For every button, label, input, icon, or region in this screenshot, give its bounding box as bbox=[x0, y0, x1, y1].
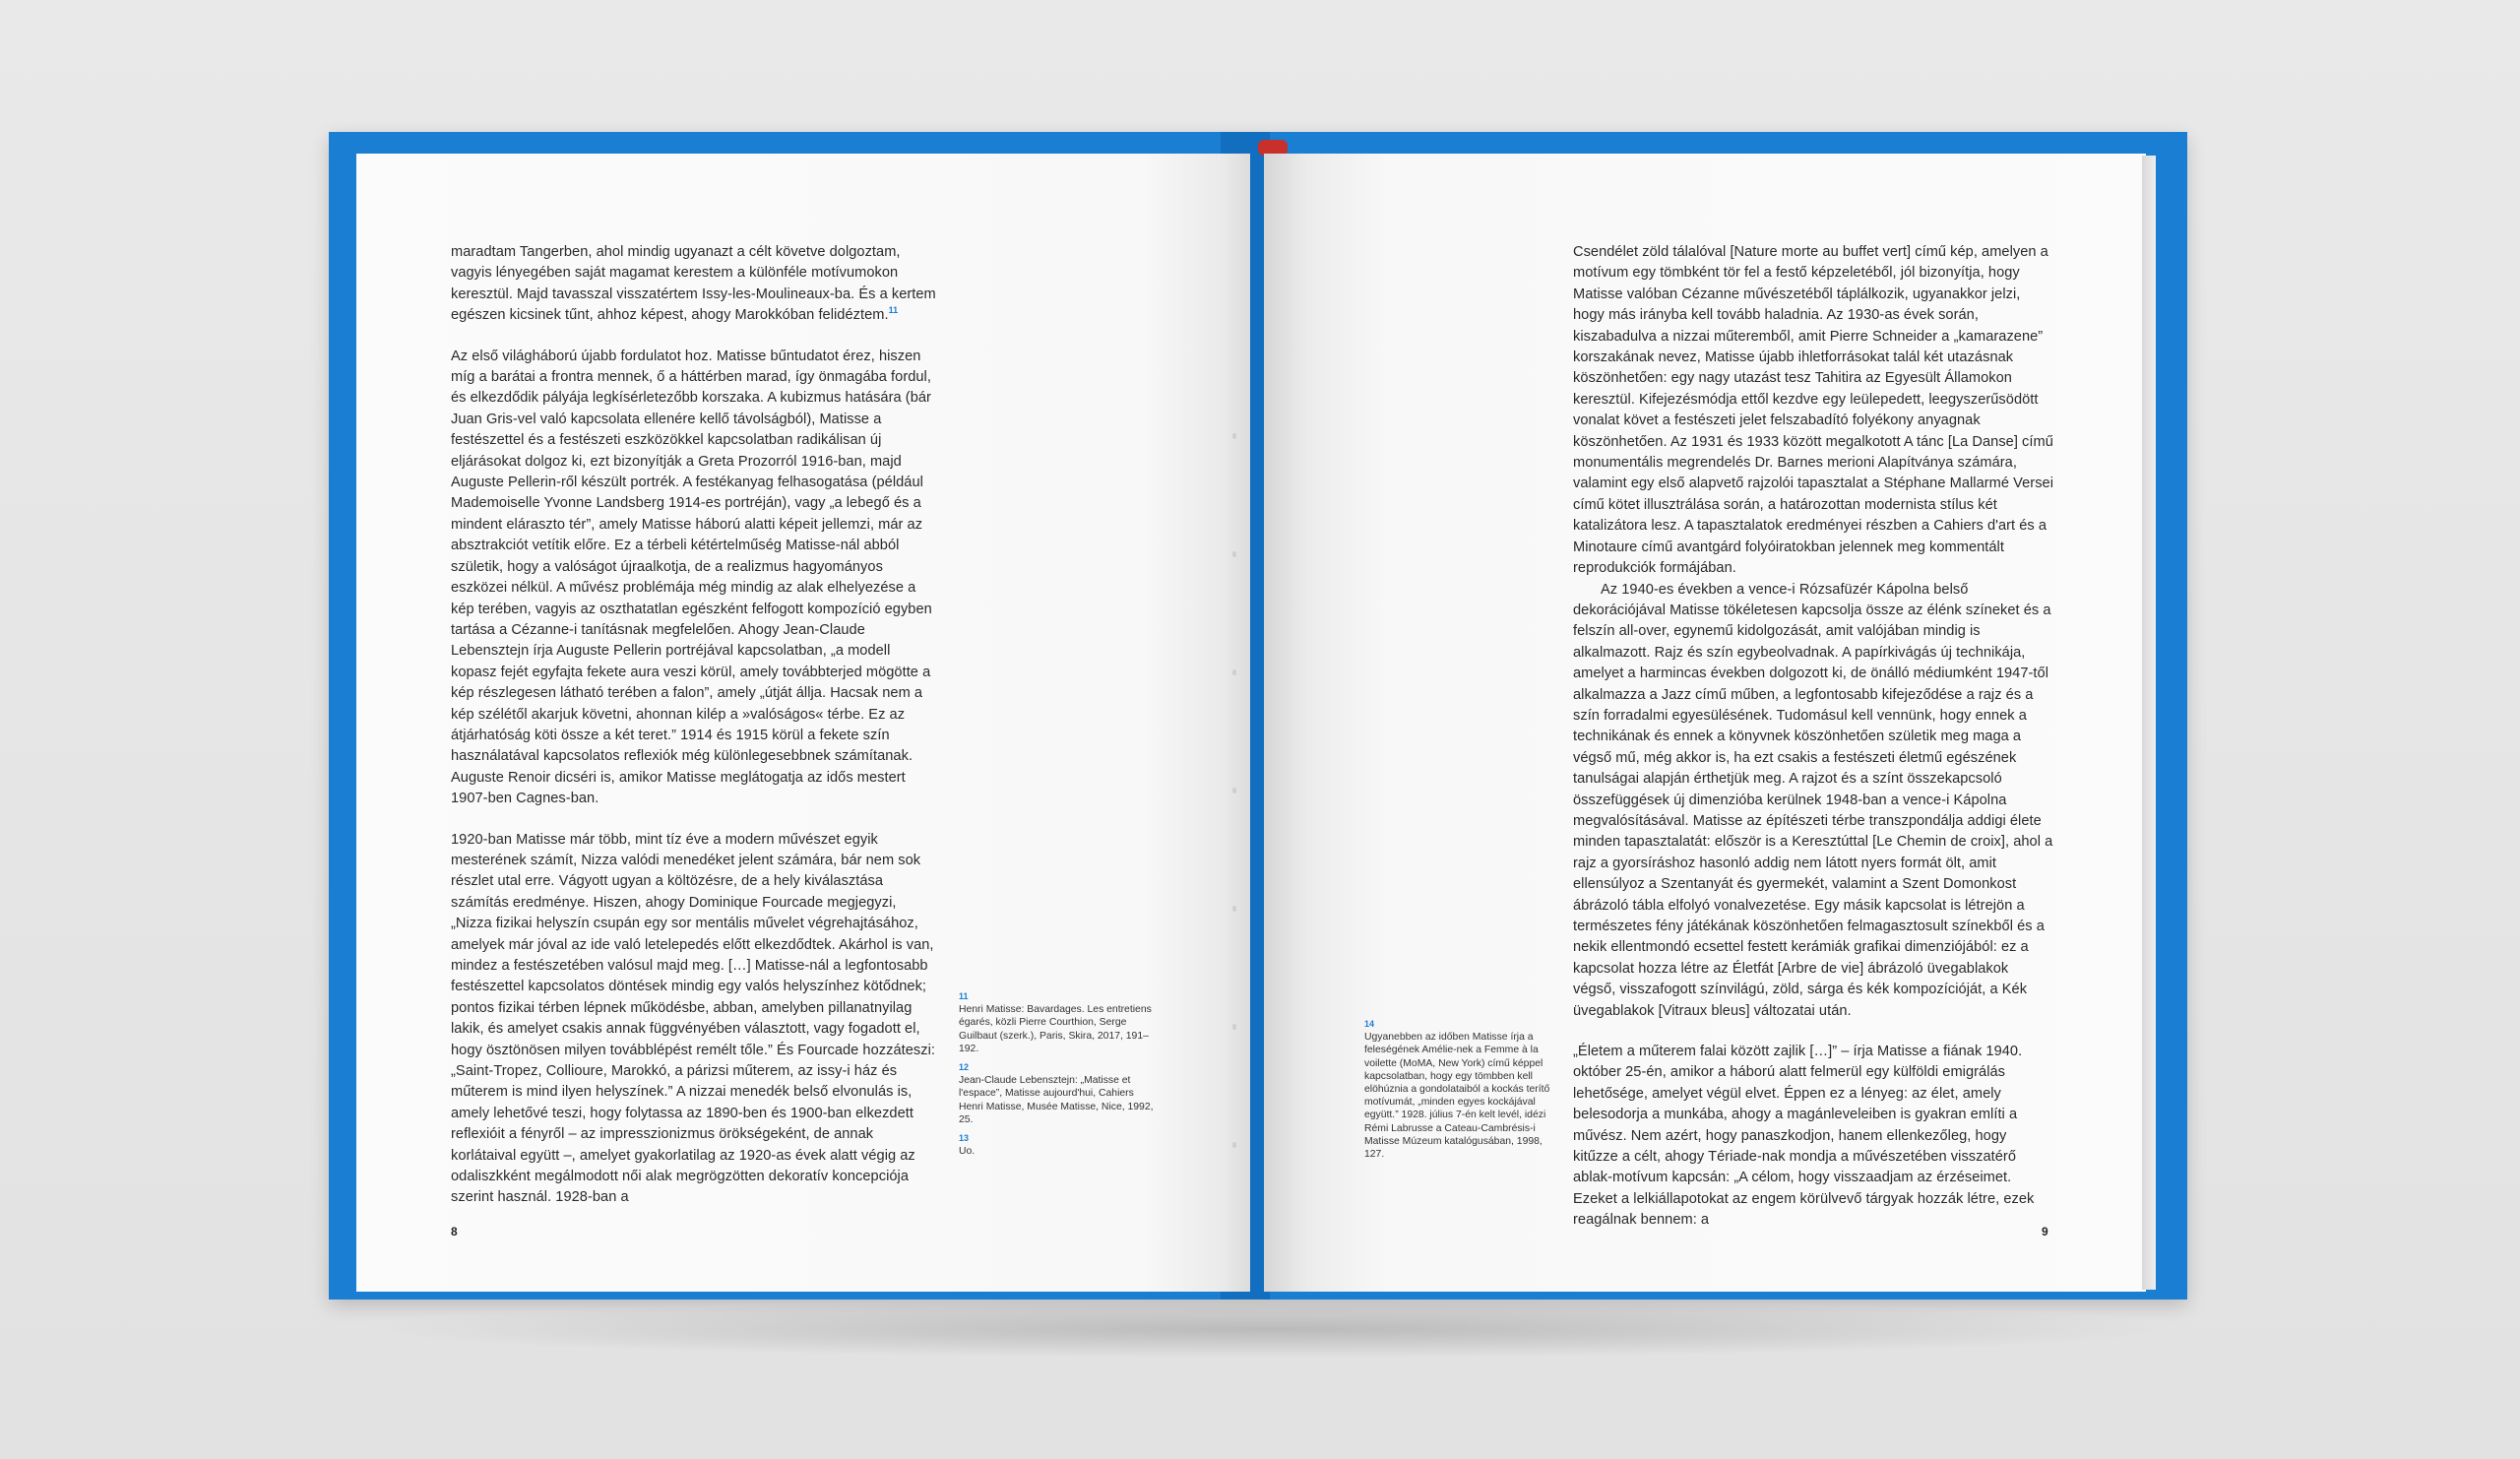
page-number-left: 8 bbox=[451, 1225, 458, 1238]
footnote: 13 Uo. bbox=[959, 1133, 976, 1158]
page-number-right: 9 bbox=[2042, 1225, 2048, 1238]
left-page-body bbox=[451, 242, 939, 1209]
binding-stitch bbox=[1232, 669, 1236, 675]
binding-stitch bbox=[1232, 1142, 1236, 1148]
right-paragraph: „Életem a műterem falai között zajlik […]” – írja Matisse a fiának 1940. október 25-én, amikor a háború alatt felmerül egy külföldi emigrálás lehetősége, amelyet végül elvet. Éppen ez a lényeg: az élet, amely belesodorja a munkába, ahogy a magánleveleiben is gyakran említi a művész. Nem azért, hogy panaszkodjon, hanem ellenkezőleg, hogy kitűzze a célt, ahogy Tériade-nak mondja a művészetében visszatérő ablak-motívum kapcsán: „A célom, hogy visszaadjam az érzéseimet. Ezeket a lelkiállapotokat az engem körülvevő tárgyak hozzák létre, ezek reagálnak bennem: a bbox=[1573, 1044, 2035, 1229]
left-footnotes bbox=[959, 990, 1156, 1164]
footnote: 14 Ugyanebben az időben Matisse írja a feleségének Amélie-nek a Femme à la voilette (MoMA, New York) című képpel kapcsolatban, hogy egy tömbben kell elöhúznia a gondolataiból a kockás terítő motívumát, „minden egyes kockájával együtt.” 1928. július 7-én kelt levél, idézi Rémi Labrusse a Cateau-Cambrésis-i Matisse Múzeum katalógusában, 1998, 127. bbox=[1364, 1019, 1550, 1161]
left-paragraph: maradtam Tangerben, ahol mindig ugyanazt a célt követve dolgoztam, vagyis lényegében saját magamat kerestem a különféle motívumokon keresztül. Majd tavasszal visszatértem Issy-les-Moulineaux-ba. És a kertem egészen kicsinek tűnt, ahhoz képest, ahogy Marokkóban felidéztem.$^{11}$ bbox=[451, 244, 936, 324]
footnote: 11 Henri Matisse: Bavardages. Les entretiens égarés, közli Pierre Courthion, Serge Guilbaut (szerk.), Paris, Skira, 2017, 191–192. bbox=[959, 991, 1152, 1054]
left-paragraph: Az első világháború újabb fordulatot hoz. Matisse bűntudatot érez, hiszen míg a barátai a frontra mennek, ő a háttérben marad, így önmagába fordul, és elkezdődik pályája legkísérletezőbb korszaka. A kubizmus hatására (bár Juan Gris-vel való kapcsolata ellenére kellő távolságból), Matisse a festészettel és a festészeti eszközökkel kapcsolatban radikálisan új eljárásokat dolgoz ki, ezt bizonyítják a Greta Prozorról 1916-ban, majd Auguste Pellerin-ről készült portrék. A festékanyag felhasogatása (például Mademoiselle Yvonne Landsberg 1914-es portréján), vagy „a lebegő és a mindent eláraszto tér”, amely Matisse háború alatti képeit jellemzi, már az absztrakciót vetítik előre. Ez a térbeli kétértelműség Matisse-nál abból születik, hogy a valóságot újraalkotja, de a realizmus hagyományos eszközei nélkül. A művész problémája még mindig az alak elhelyezése a kép terében, vagyis az oszthatatlan egészként felfogott kompozíció egyben tartása a Cézanne-i tanításnak megfelelően. Ahogy Jean-Claude Lebensztejn írja Auguste Pellerin portréjával kapcsolatban, „a modell kopasz fejét egyfajta fekete aura veszi körül, amely továbbterjed mögötte a kép részlegesen látható terében a falon”, amely „útját állja. Hacsak nem a kép szélétől akarjuk követni, ahonnan kilép a »valóságos« térbe. Ez az átjárhatóság köti össze a két teret.” 1914 és 1915 körül a fekete szín használatával kapcsolatos reflexiók még különlegesebbnek számítanak. Auguste Renoir dicséri is, amikor Matisse meglátogatja az idős mestert 1907-ben Cagnes-ban. bbox=[451, 348, 932, 807]
footnote-ref[interactable]: 11 bbox=[888, 305, 899, 316]
page-stack-edge bbox=[2142, 156, 2156, 1290]
binding-stitch bbox=[1232, 433, 1236, 439]
left-paragraph: 1920-ban Matisse már több, mint tíz éve a modern művészet egyik mesterének számít, Nizza valódi menedéket jelent számára, bár nem sok részlet utal erre. Vágyott ugyan a költözésre, de a hely kiválasztása számítás eredménye. Hiszen, ahogy Dominique Fourcade megjegyzi, „Nizza fizikai helyszín csupán egy sor mentális művelet végrehajtásához, amelyek már jóval az ide való letelepedés előtt elkezdődtek. Akárhol is van, mindez a festészetében valósul majd meg. […] Matisse-nál a legfontosabb festészettel kapcsolatos döntések mindig egy valós helyszínhez kötődnek; pontos fizikai térben lépnek működésbe, abban, amelyben pillanatnyilag lakik, és amelyet csakis annak függvényében választott, vagy fogadott el, hogy ösztönösen milyen továbblépést remélt tőle.” És Fourcade hozzáteszi: „Saint-Tropez, Collioure, Marokkó, a párizsi műterem, az issy-i ház és műterem is mind ilyen helyszínek.” A nizzai menedék belső elvonulás is, amely lehetővé teszi, hogy folytassa az 1890-ben és 1900-ban elkezdett reflexióit a fényről – az impresszionizmus örökségeként, de annak korlátaival együtt –, amelyet gyakorlatilag az 1920-as évek alatt végig az odaliszkként megálmodott női alak megrögzötten dekoratív koncepciója szerint használ. 1928-ban a bbox=[451, 831, 935, 1206]
binding-stitch bbox=[1232, 1024, 1236, 1030]
binding-stitch bbox=[1232, 906, 1236, 912]
footnote: 12 Jean-Claude Lebensztejn: „Matisse et l'espace”, Matisse aujourd'hui, Cahiers Henri Matisse, Musée Matisse, Nice, 1992, 25. bbox=[959, 1062, 1154, 1125]
book-shadow bbox=[345, 1300, 2195, 1359]
right-page-body bbox=[1573, 242, 2053, 1232]
right-paragraph: Az 1940-es években a vence-i Rózsafüzér Kápolna belső dekorációjával Matisse tökéletesen kapcsolja össze az élénk színeket és a felszín all-over, egynemű kidolgozását, amit valójában mindig is alkalmazott. Rajz és szín egybeolvadnak. A papírkivágás új technikája, amelyet a harmincas években dolgozott ki, de önálló médiumként 1947-től alkalmazza a Jazz című műben, a legfontosabb kifejeződése a rajz és a szín forradalmi egyesülésének. Tudomásul kell vennünk, hogy ennek a technikának és ennek a könyvnek köszönhetően születik meg maga a végső mű, még akkor is, ha ezt csakis a festészeti életmű egészének tanulságai alapján érthetjük meg. A rajzot és a színt összekapcsoló összefüggések új dimenzióba kerülnek 1948-ban a vence-i Kápolna megvalósításával. Matisse az építészeti térbe transzpondálja addigi élete minden tapasztalatát: először is a Keresztúttal [Le Chemin de croix], ahol a rajz a gyorsíráshoz hasonló addig nem látott nyers formát ölt, amit ellensúlyoz a Szentanyát és gyermekét, valamint a Szent Domonkost ábrázoló tábla elfolyó vonalvezetése. Egy másik kapcsolat is létrejön a természetes fény játékának köszönhetően felmagasztosult színekből és a nekik ellentmondó ecsettel festett kerámiák grafikai dimenziójából: ez a kapcsolat hozza létre az Életfát [Arbre de vie] ábrázoló üvegablakok végső, visszafogott színvilágú, zöld, sárga és kék kompozícióját, a Kék üvegablakok [Vitraux bleus] változatai után. bbox=[1573, 581, 2053, 1019]
right-footnotes bbox=[1364, 1018, 1551, 1167]
binding-stitch bbox=[1232, 788, 1236, 793]
binding-stitch bbox=[1232, 551, 1236, 557]
right-paragraph: Csendélet zöld tálalóval [Nature morte au buffet vert] című kép, amelyen a motívum egy tömbként tör fel a festő képzeletéből, jól bizonyítja, hogy Matisse valóban Cézanne művészetéből táplálkozik, ugyanakkor jelzi, hogy más irányba kell tovább haladnia. Az 1930-as évek során, kiszabadulva a nizzai műteremből, amit Pierre Schneider a „kamarazene” korszakának nevez, Matisse újabb ihletforrásokat talál két utazásnak köszönhetően: egy nagy utazást tesz Tahitira az Egyesült Államokon keresztül. Kifejezésmódja ettől kezdve egy leülepedett, leegyszerűsödött vonalat követ a festészeti jelet felszabadító folyékony anyagnak köszönhetően. Az 1931 és 1933 között megalkotott A tánc [La Danse] című monumentális megrendelés Dr. Barnes merioni Alapítványa számára, valamint egy első alapvető rajzolói tapasztalat a Stéphane Mallarmé Versei című kötet illusztrálása során, a határozottan modernista stílus két katalizátora lesz. A tapasztalatok eredményei részben a Cahiers d'art és a Minotaure című avantgárd folyóiratokban jelennek meg kommentált reprodukciók formájában. bbox=[1573, 244, 2053, 577]
